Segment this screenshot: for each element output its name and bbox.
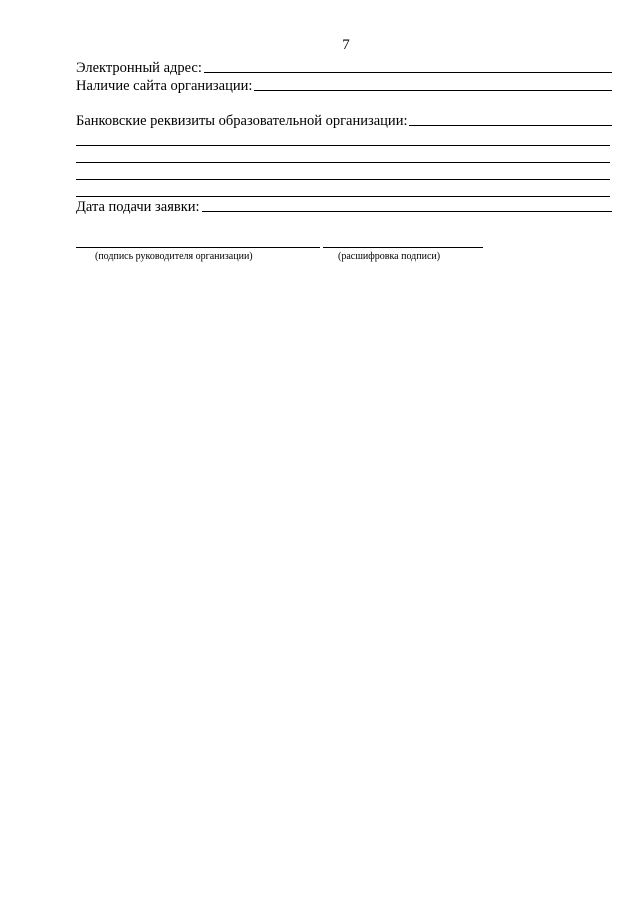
email-label: Электронный адрес: (76, 60, 202, 76)
website-blank-line[interactable] (254, 78, 612, 91)
email-blank-line[interactable] (204, 60, 612, 73)
website-label: Наличие сайта организации: (76, 78, 253, 94)
bank-details-line-4[interactable] (76, 196, 610, 197)
email-field-row (76, 60, 612, 76)
bank-details-label: Банковские реквизиты образовательной организации: (76, 113, 408, 129)
page-number: 7 (342, 37, 350, 53)
head-signature-caption: (подпись руководителя организации) (95, 251, 253, 262)
head-signature-line[interactable] (76, 247, 320, 248)
signature-decoding-caption: (расшифровка подписи) (338, 251, 441, 262)
bank-details-blank-line[interactable] (409, 113, 612, 126)
signature-decoding-line[interactable] (323, 247, 483, 248)
bank-details-line-1[interactable] (76, 145, 610, 146)
website-field-row (76, 78, 612, 94)
application-date-label: Дата подачи заявки: (76, 199, 200, 215)
application-date-blank-line[interactable] (202, 199, 612, 212)
application-date-field-row (76, 199, 612, 215)
bank-details-line-2[interactable] (76, 162, 610, 163)
bank-details-field-row (76, 113, 612, 129)
bank-details-line-3[interactable] (76, 179, 610, 180)
